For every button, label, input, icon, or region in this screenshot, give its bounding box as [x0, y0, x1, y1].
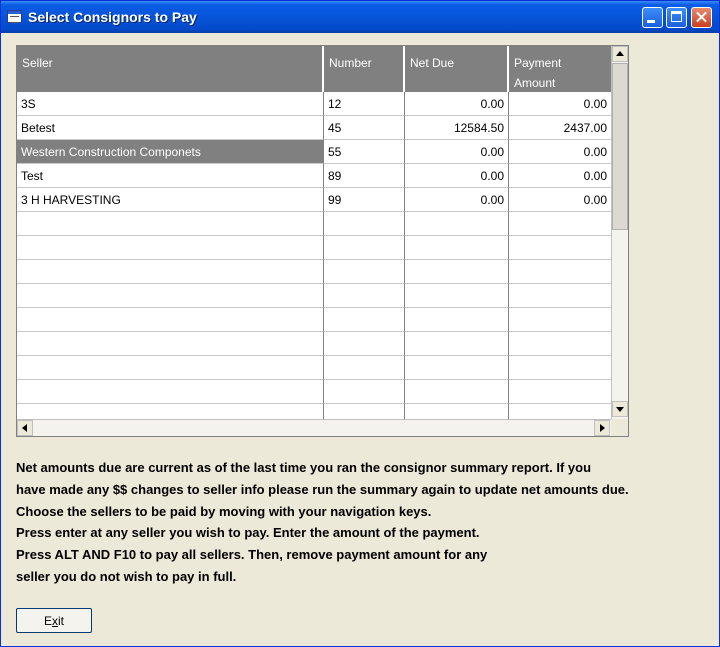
cell-payment[interactable] — [509, 236, 611, 260]
instruction-line: have made any $$ changes to seller info please run the summary again to update net amounts due. — [16, 481, 629, 497]
cell-number[interactable] — [324, 260, 405, 284]
cell-seller[interactable] — [17, 212, 324, 236]
cell-number[interactable] — [324, 332, 405, 356]
cell-number[interactable] — [324, 284, 405, 308]
instructions-text — [16, 457, 711, 588]
cell-number[interactable] — [324, 236, 405, 260]
cell-number[interactable] — [324, 356, 405, 380]
title-bar[interactable] — [1, 1, 719, 33]
cell-seller[interactable] — [17, 260, 324, 284]
cell-net-due[interactable] — [405, 284, 509, 308]
cell-seller[interactable] — [17, 332, 324, 356]
cell-net-due[interactable] — [405, 212, 509, 236]
cell-seller[interactable] — [17, 356, 324, 380]
table-row[interactable] — [17, 260, 611, 284]
cell-payment[interactable] — [509, 308, 611, 332]
column-header-seller[interactable]: Seller — [17, 46, 324, 92]
cell-payment[interactable]: 0.00 — [509, 164, 611, 188]
instruction-line: Press enter at any seller you wish to pay. Enter the amount of the payment. — [16, 525, 480, 541]
cell-seller[interactable]: Western Construction Componets — [17, 140, 324, 164]
consignor-grid[interactable] — [16, 45, 629, 437]
table-row[interactable] — [17, 188, 611, 212]
minimize-button[interactable] — [642, 7, 663, 28]
vertical-scroll-thumb[interactable] — [612, 63, 628, 230]
instruction-line: Choose the sellers to be paid by moving with your navigation keys. — [16, 503, 432, 519]
column-header-net-due[interactable]: Net Due — [405, 46, 509, 92]
instruction-line: Press ALT AND F10 to pay all sellers. Then, remove payment amount for any — [16, 547, 488, 563]
cell-payment[interactable]: 2437.00 — [509, 116, 611, 140]
cell-seller[interactable]: 3 H HARVESTING — [17, 188, 324, 212]
cell-net-due[interactable] — [405, 308, 509, 332]
scrollbar-corner — [611, 419, 628, 436]
table-row[interactable] — [17, 236, 611, 260]
cell-net-due[interactable]: 0.00 — [405, 188, 509, 212]
table-row[interactable] — [17, 116, 611, 140]
column-header-number[interactable]: Number — [324, 46, 405, 92]
table-row[interactable] — [17, 92, 611, 116]
cell-payment[interactable] — [509, 332, 611, 356]
scroll-right-arrow-icon[interactable] — [594, 420, 610, 436]
cell-payment[interactable] — [509, 212, 611, 236]
window-title: Select Consignors to Pay — [28, 9, 197, 25]
cell-net-due[interactable]: 0.00 — [405, 92, 509, 116]
table-row[interactable] — [17, 212, 611, 236]
exit-button[interactable] — [16, 608, 92, 633]
cell-payment[interactable] — [509, 260, 611, 284]
cell-payment[interactable] — [509, 284, 611, 308]
cell-seller[interactable]: Betest — [17, 116, 324, 140]
maximize-button[interactable] — [666, 7, 687, 28]
cell-net-due[interactable] — [405, 236, 509, 260]
cell-seller[interactable] — [17, 284, 324, 308]
scroll-left-arrow-icon[interactable] — [17, 420, 33, 436]
cell-number[interactable]: 45 — [324, 116, 405, 140]
cell-net-due[interactable] — [405, 260, 509, 284]
scroll-up-arrow-icon[interactable] — [612, 46, 628, 62]
cell-seller[interactable] — [17, 380, 324, 404]
horizontal-scrollbar[interactable] — [17, 419, 611, 436]
cell-net-due[interactable]: 12584.50 — [405, 116, 509, 140]
table-row[interactable] — [17, 380, 611, 404]
cell-net-due[interactable]: 0.00 — [405, 164, 509, 188]
scroll-down-arrow-icon[interactable] — [612, 401, 628, 417]
cell-payment[interactable]: 0.00 — [509, 140, 611, 164]
cell-seller[interactable] — [17, 308, 324, 332]
table-row[interactable] — [17, 164, 611, 188]
table-row[interactable] — [17, 356, 611, 380]
table-row[interactable] — [17, 308, 611, 332]
cell-payment[interactable]: 0.00 — [509, 92, 611, 116]
exit-button-label: Exit — [43, 613, 64, 628]
instruction-line: Net amounts due are current as of the last time you ran the consignor summary report. If you — [16, 460, 592, 475]
table-row[interactable] — [17, 332, 611, 356]
cell-net-due[interactable] — [405, 356, 509, 380]
cell-seller[interactable]: 3S — [17, 92, 324, 116]
cell-seller[interactable]: Test — [17, 164, 324, 188]
cell-payment[interactable] — [509, 356, 611, 380]
cell-net-due[interactable]: 0.00 — [405, 140, 509, 164]
instruction-line: seller you do not wish to pay in full. — [16, 568, 237, 584]
cell-number[interactable]: 55 — [324, 140, 405, 164]
cell-number[interactable] — [324, 212, 405, 236]
cell-number[interactable] — [324, 380, 405, 404]
table-row[interactable] — [17, 140, 611, 164]
cell-number[interactable] — [324, 308, 405, 332]
cell-net-due[interactable] — [405, 380, 509, 404]
table-row[interactable] — [17, 284, 611, 308]
cell-number[interactable]: 12 — [324, 92, 405, 116]
cell-number[interactable]: 89 — [324, 164, 405, 188]
column-header-payment-amount[interactable]: Payment Amount — [509, 46, 611, 92]
cell-number[interactable]: 99 — [324, 188, 405, 212]
cell-seller[interactable] — [17, 236, 324, 260]
cell-payment[interactable]: 0.00 — [509, 188, 611, 212]
close-button[interactable] — [691, 7, 712, 28]
cell-net-due[interactable] — [405, 332, 509, 356]
cell-payment[interactable] — [509, 380, 611, 404]
vertical-scrollbar[interactable] — [611, 46, 628, 419]
app-window-icon — [7, 10, 22, 23]
